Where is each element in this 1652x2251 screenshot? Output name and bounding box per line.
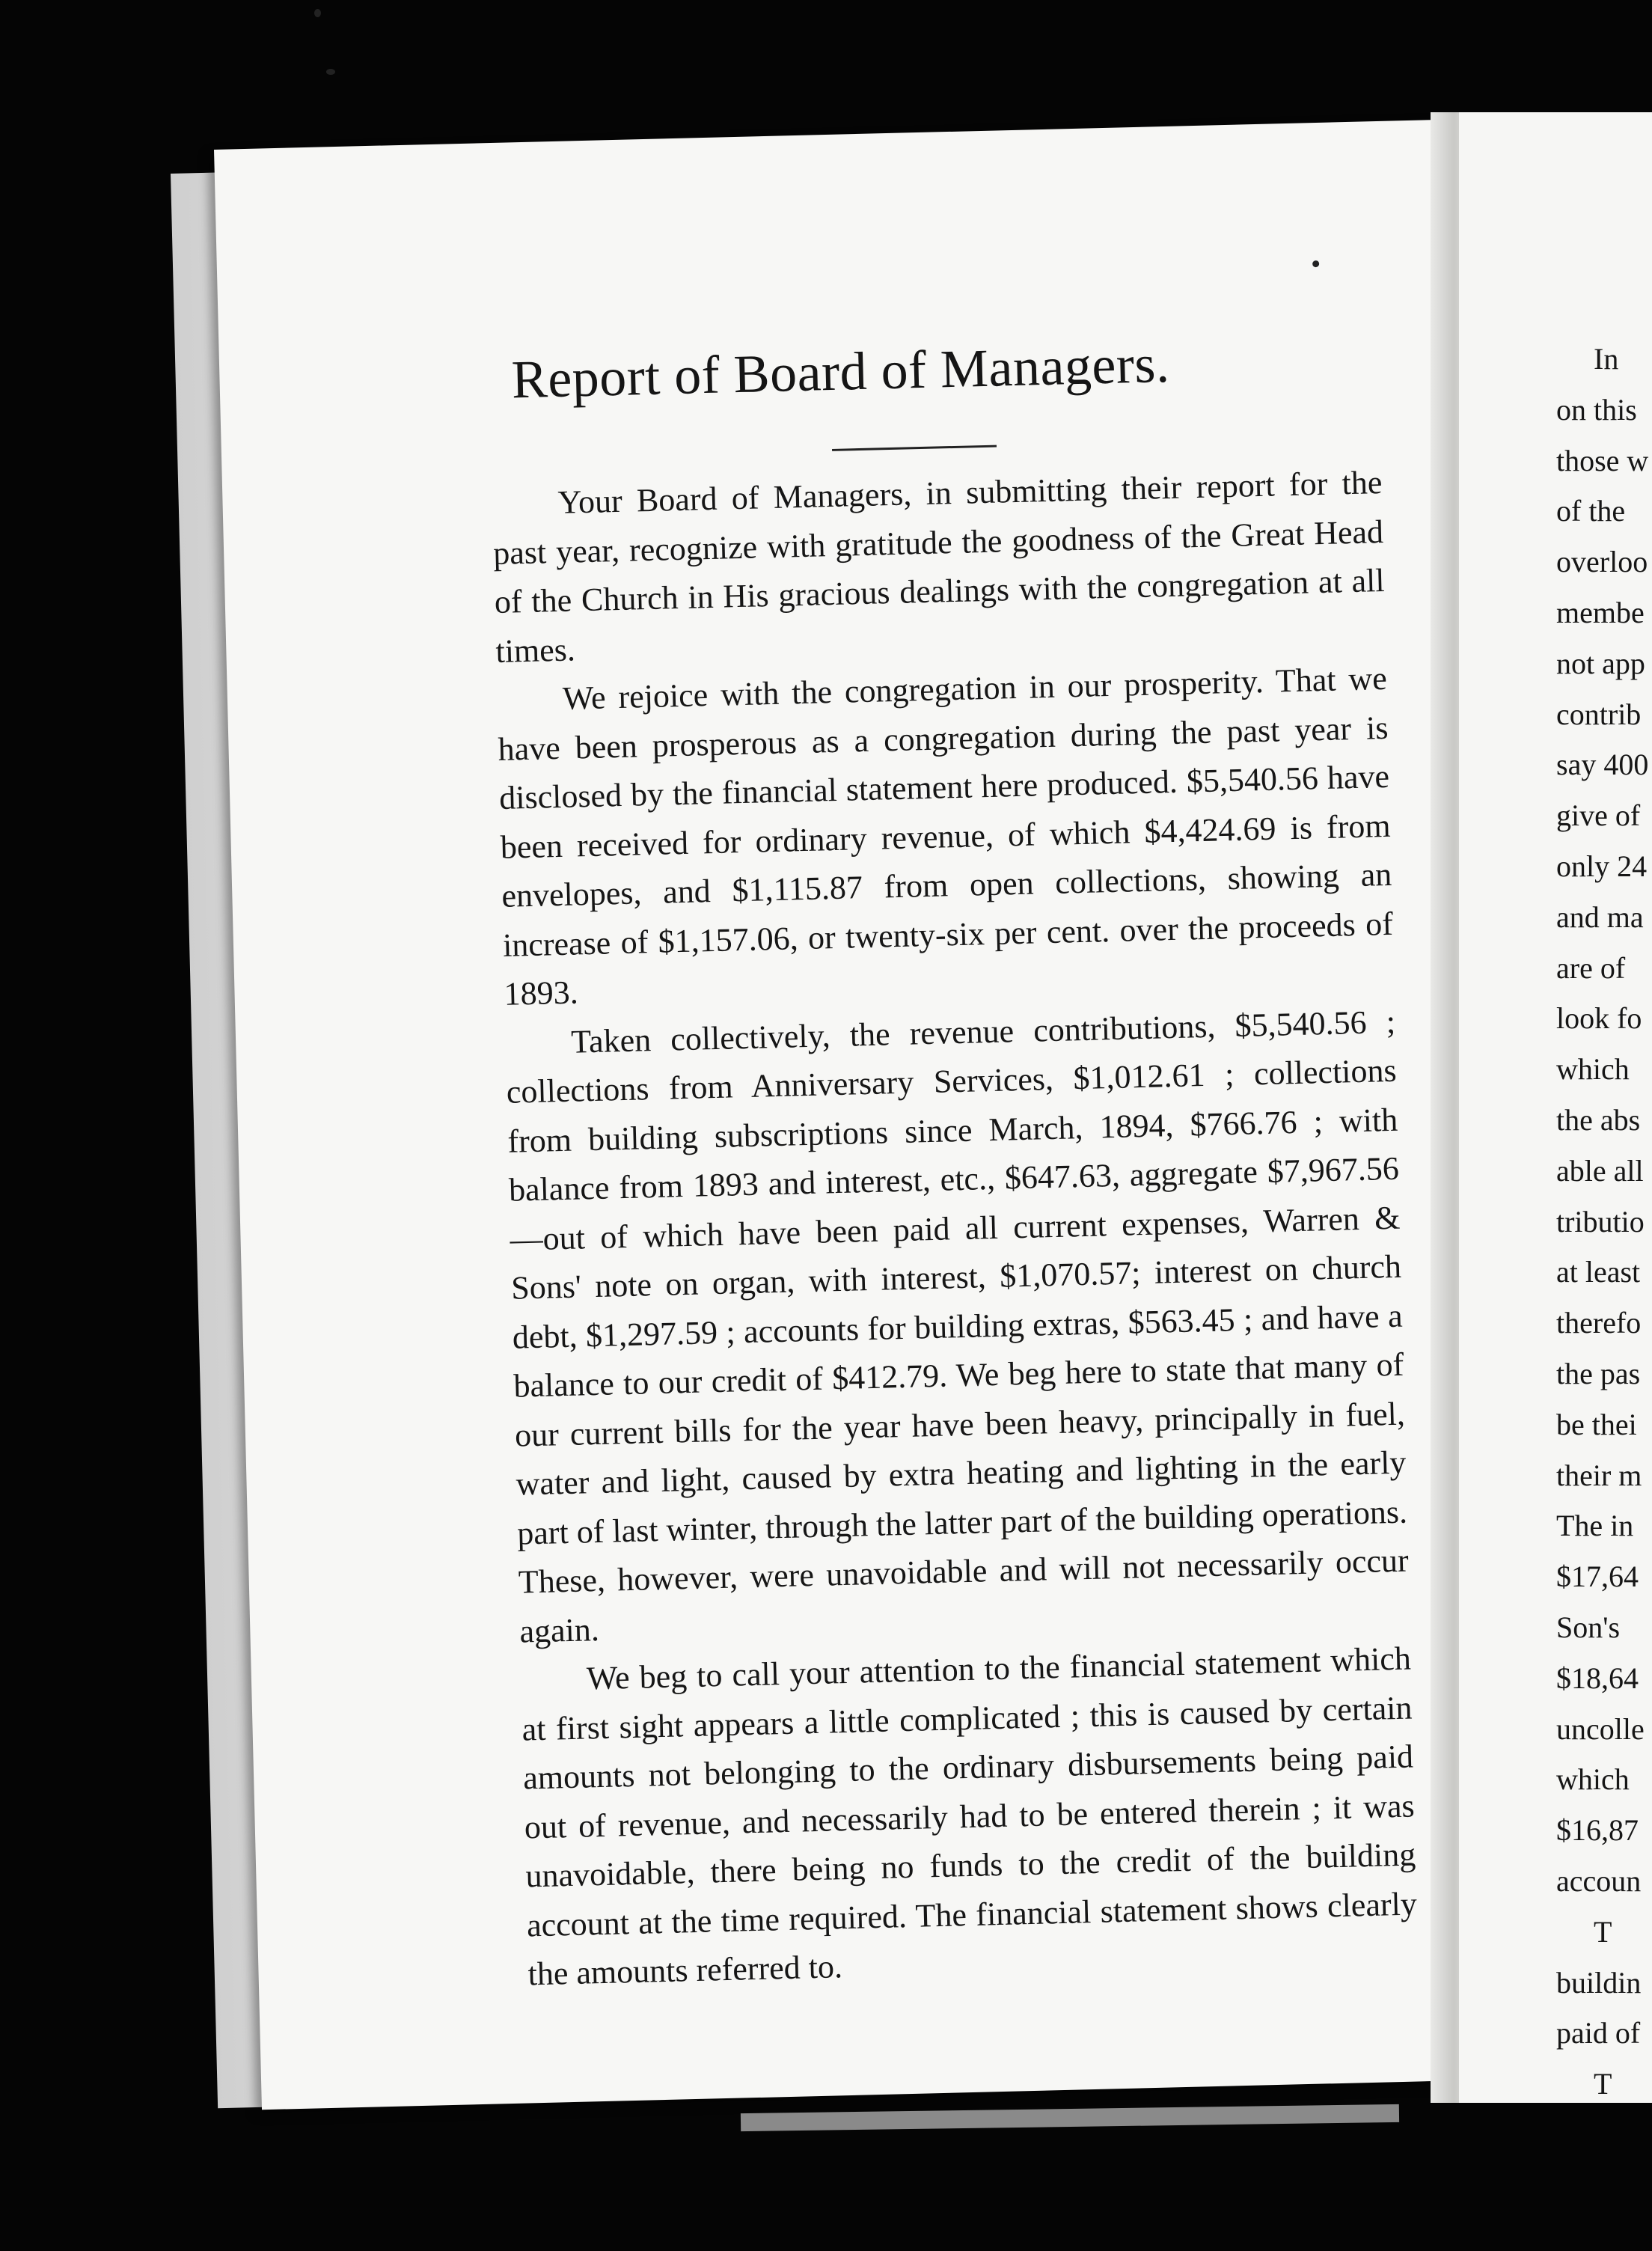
right-line: the abs	[1556, 1102, 1641, 1137]
binding-bottom-edge	[741, 2104, 1399, 2131]
right-line: $18,64	[1556, 1661, 1639, 1695]
right-line: of the	[1556, 494, 1626, 528]
right-line: the pas	[1556, 1356, 1641, 1390]
right-line: buildin	[1556, 1965, 1642, 2000]
right-line: which	[1556, 1052, 1630, 1087]
report-body	[492, 458, 1419, 1999]
paragraph-3: Taken collectively, the revenue contributions, $5,540.56 ; collections from Anniversary Services, $1,012.61 ; collections from building subscriptions since March, 1894, $766.76 ; with balance from 1893 and interest, etc., $647.63, aggregate $7,967.56—out of which have been paid all current expenses, Warren & Sons' note on organ, with interest, $1,070.57; interest on church debt, $1,297.59 ; accounts for building extras, $563.45 ; and have a balance to our credit of $412.79. We beg here to state that many of our current bills for the year have been heavy, principally in fuel, water and light, caused by extra heating and lighting in the early part of last winter, through the latter part of the building operations. These, however, were unavoidable and will not necessarily occur again.	[506, 1003, 1410, 1650]
right-line: $17,64	[1556, 1560, 1639, 1594]
right-line: $16,87	[1556, 1813, 1639, 1848]
right-line: their m	[1556, 1458, 1642, 1492]
right-line: at least	[1556, 1255, 1641, 1289]
right-line: tributio	[1556, 1204, 1645, 1238]
right-line: contrib	[1556, 697, 1642, 731]
right-page-text	[1556, 334, 1648, 2103]
right-line: able all	[1556, 1153, 1644, 1188]
right-line: uncolle	[1556, 1711, 1645, 1746]
right-line: look fo	[1556, 1001, 1642, 1036]
right-line: T	[1594, 1914, 1612, 1949]
page-title: Report of Board of Managers.	[510, 333, 1171, 410]
right-line: give of	[1556, 798, 1641, 833]
paragraph-4: We beg to call your attention to the financial statement which at first sight appears a little complicated ; this is caused by certain amounts not belonging to the ordinary disbursements being paid out of revenue, and necessarily had to be entered therein ; it was unavoidable, there being no funds to the credit of the building account at the time required. The financial statement shows clearly the amounts referred to.	[521, 1640, 1418, 1993]
left-page	[214, 119, 1504, 2110]
title-divider	[832, 445, 997, 451]
right-line: say 400	[1556, 748, 1649, 782]
dust-speck	[326, 69, 335, 75]
right-line: not app	[1556, 646, 1645, 680]
right-line: are of	[1556, 950, 1626, 985]
right-line: overloo	[1556, 545, 1648, 579]
dust-speck	[314, 9, 321, 17]
right-line: therefo	[1556, 1306, 1642, 1340]
right-line: on this	[1556, 392, 1637, 427]
paragraph-2: We rejoice with the congregation in our prosperity. That we have been prosperous as a congregation during the past year is disclosed by the financial statement here produced. $5,540.56 have been received for ordinary revenue, of which $4,424.69 is from envelopes, and $1,115.87 from open collections, showing an increase of $1,157.06, or twenty-six per cent. over the proceeds of 1893.	[498, 659, 1394, 1013]
right-line: and ma	[1556, 900, 1644, 934]
right-line: Son's	[1556, 1610, 1621, 1644]
right-line: only 24	[1556, 849, 1648, 883]
right-line: which	[1556, 1762, 1630, 1797]
right-line: those w	[1556, 443, 1649, 477]
right-line: T	[1594, 2067, 1612, 2101]
right-line: accoun	[1556, 1863, 1642, 1898]
right-line: The in	[1556, 1509, 1634, 1543]
right-line: paid of	[1556, 2016, 1641, 2050]
ink-speck	[1312, 260, 1319, 267]
right-page-fragment	[1459, 112, 1652, 2103]
right-line: In	[1594, 342, 1619, 376]
paragraph-1: Your Board of Managers, in submitting their report for the past year, recognize with gratitude the goodness of the Great Head of the Church in His gracious dealings with the congregation at all times.	[492, 463, 1386, 670]
right-line: membe	[1556, 595, 1645, 629]
right-line: be thei	[1556, 1407, 1637, 1441]
